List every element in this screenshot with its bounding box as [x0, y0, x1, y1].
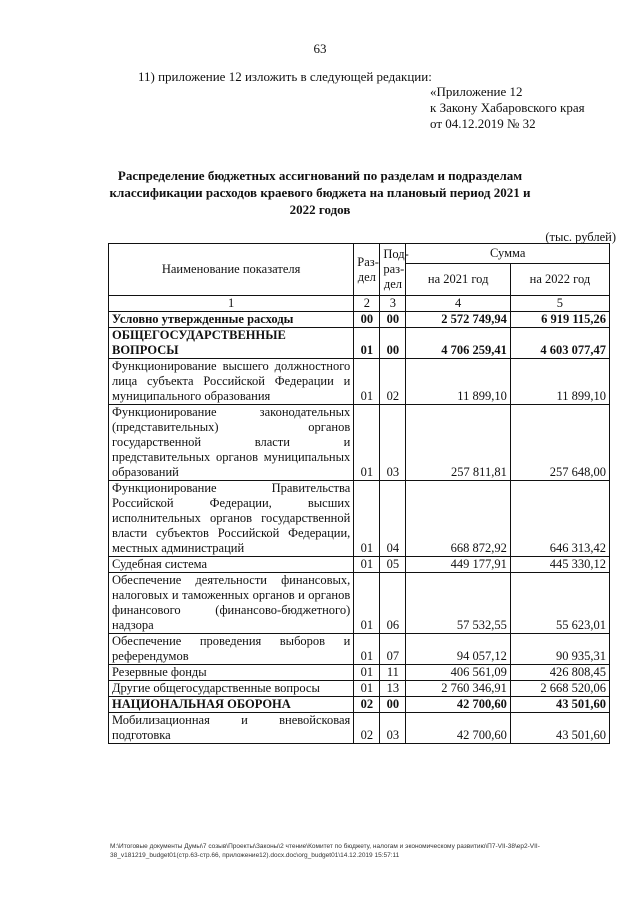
- row-amount-2021: 94 057,12: [406, 634, 510, 665]
- table-row: [109, 697, 610, 713]
- row-amount-2021: 449 177,91: [406, 557, 510, 573]
- row-razdel: 01: [354, 405, 380, 481]
- row-name: Обеспечение проведения выборов и референдумов: [109, 634, 354, 665]
- row-amount-2021: 42 700,60: [406, 697, 510, 713]
- column-number: 2: [354, 296, 380, 312]
- appendix-line: к Закону Хабаровского края: [430, 100, 585, 115]
- table-row: [109, 359, 610, 405]
- header-2021: на 2021 год: [406, 264, 510, 296]
- column-number: 3: [380, 296, 406, 312]
- row-amount-2021: 668 872,92: [406, 481, 510, 557]
- row-amount-2021: 2 572 749,94: [406, 312, 510, 328]
- row-podrazdel: 11: [380, 665, 406, 681]
- row-razdel: 01: [354, 573, 380, 634]
- page-number: 63: [313, 41, 327, 56]
- row-name: Другие общегосударственные вопросы: [109, 681, 354, 697]
- row-podrazdel: 03: [380, 405, 406, 481]
- row-amount-2022: 426 808,45: [510, 665, 609, 681]
- table-row: [109, 681, 610, 697]
- row-podrazdel: 13: [380, 681, 406, 697]
- column-number: 5: [510, 296, 609, 312]
- row-amount-2022: 43 501,60: [510, 713, 609, 744]
- units-label: (тыс. рублей): [545, 230, 616, 244]
- header-summa: Сумма: [406, 244, 610, 264]
- row-razdel: 01: [354, 328, 380, 359]
- row-amount-2021: 406 561,09: [406, 665, 510, 681]
- row-razdel: 01: [354, 481, 380, 557]
- row-razdel: 01: [354, 557, 380, 573]
- column-number-row: [109, 296, 610, 312]
- table-row: [109, 557, 610, 573]
- table-row: [109, 481, 610, 557]
- row-razdel: 02: [354, 697, 380, 713]
- row-name: Обеспечение деятельности финансовых, налоговых и таможенных органов и органов финансового (финансово-бюджетного) надзора: [109, 573, 354, 634]
- table-row: [109, 405, 610, 481]
- row-name: ОБЩЕГОСУДАРСТВЕННЫЕ ВОПРОСЫ: [109, 328, 354, 359]
- budget-table: [108, 243, 610, 744]
- row-name: Судебная система: [109, 557, 354, 573]
- row-amount-2021: 57 532,55: [406, 573, 510, 634]
- header-razdel: Раз-дел: [354, 244, 380, 296]
- appendix-line: от 04.12.2019 № 32: [430, 116, 536, 131]
- row-name: Функционирование высшего должностного лица субъекта Российской Федерации и муниципального образования: [109, 359, 354, 405]
- row-amount-2022: 43 501,60: [510, 697, 609, 713]
- row-amount-2022: 646 313,42: [510, 481, 609, 557]
- row-podrazdel: 00: [380, 312, 406, 328]
- row-amount-2022: 90 935,31: [510, 634, 609, 665]
- intro-text: 11) приложение 12 изложить в следующей редакции:: [138, 69, 432, 84]
- row-razdel: 01: [354, 665, 380, 681]
- row-name: Функционирование Правительства Российской Федерации, высших исполнительных органов государственной власти субъектов Российской Федерации, местных администраций: [109, 481, 354, 557]
- document-title: Распределение бюджетных ассигнований по разделам и подразделам классификации расходов краевого бюджета на плановый период 2021 и 2022 годов: [109, 168, 531, 217]
- row-amount-2022: 55 623,01: [510, 573, 609, 634]
- table-row: [109, 634, 610, 665]
- row-name: Резервные фонды: [109, 665, 354, 681]
- file-path-footer: M:\Итоговые документы Думы\7 созыв\Проекты\Законы\2 чтение\Комитет по бюджету, налогам и экономическому развитию\П7-VII-38\ep2-VII-38_v181219_budget01(стр.63-стр.66, приложение12).docx.doc\org_budget01\14.12.2019 15:57:11: [110, 843, 540, 859]
- row-podrazdel: 05: [380, 557, 406, 573]
- row-razdel: 01: [354, 634, 380, 665]
- row-razdel: 01: [354, 681, 380, 697]
- table-row: [109, 312, 610, 328]
- column-number: 4: [406, 296, 510, 312]
- row-amount-2022: 6 919 115,26: [510, 312, 609, 328]
- row-podrazdel: 06: [380, 573, 406, 634]
- row-amount-2021: 11 899,10: [406, 359, 510, 405]
- row-podrazdel: 02: [380, 359, 406, 405]
- appendix-line: «Приложение 12: [430, 84, 523, 99]
- row-podrazdel: 00: [380, 328, 406, 359]
- row-name: Условно утвержденные расходы: [109, 312, 354, 328]
- appendix-reference: [430, 84, 585, 132]
- row-amount-2021: 2 760 346,91: [406, 681, 510, 697]
- row-amount-2022: 11 899,10: [510, 359, 609, 405]
- row-podrazdel: 00: [380, 697, 406, 713]
- row-name: Мобилизационная и вневойсковая подготовка: [109, 713, 354, 744]
- column-number: 1: [109, 296, 354, 312]
- row-amount-2022: 4 603 077,47: [510, 328, 609, 359]
- row-razdel: 01: [354, 359, 380, 405]
- header-name: Наименование показателя: [109, 244, 354, 296]
- row-razdel: 00: [354, 312, 380, 328]
- row-amount-2022: 2 668 520,06: [510, 681, 609, 697]
- header-2022: на 2022 год: [510, 264, 609, 296]
- row-podrazdel: 04: [380, 481, 406, 557]
- header-podrazdel: Под-раз-дел: [380, 244, 406, 296]
- table-row: [109, 713, 610, 744]
- row-podrazdel: 03: [380, 713, 406, 744]
- row-amount-2021: 42 700,60: [406, 713, 510, 744]
- row-podrazdel: 07: [380, 634, 406, 665]
- table-row: [109, 573, 610, 634]
- row-amount-2021: 4 706 259,41: [406, 328, 510, 359]
- row-name: Функционирование законодательных (представительных) органов государственной власти и представительных органов муниципальных образований: [109, 405, 354, 481]
- table-row: [109, 665, 610, 681]
- row-amount-2022: 257 648,00: [510, 405, 609, 481]
- row-razdel: 02: [354, 713, 380, 744]
- row-amount-2022: 445 330,12: [510, 557, 609, 573]
- table-row: [109, 328, 610, 359]
- row-amount-2021: 257 811,81: [406, 405, 510, 481]
- row-name: НАЦИОНАЛЬНАЯ ОБОРОНА: [109, 697, 354, 713]
